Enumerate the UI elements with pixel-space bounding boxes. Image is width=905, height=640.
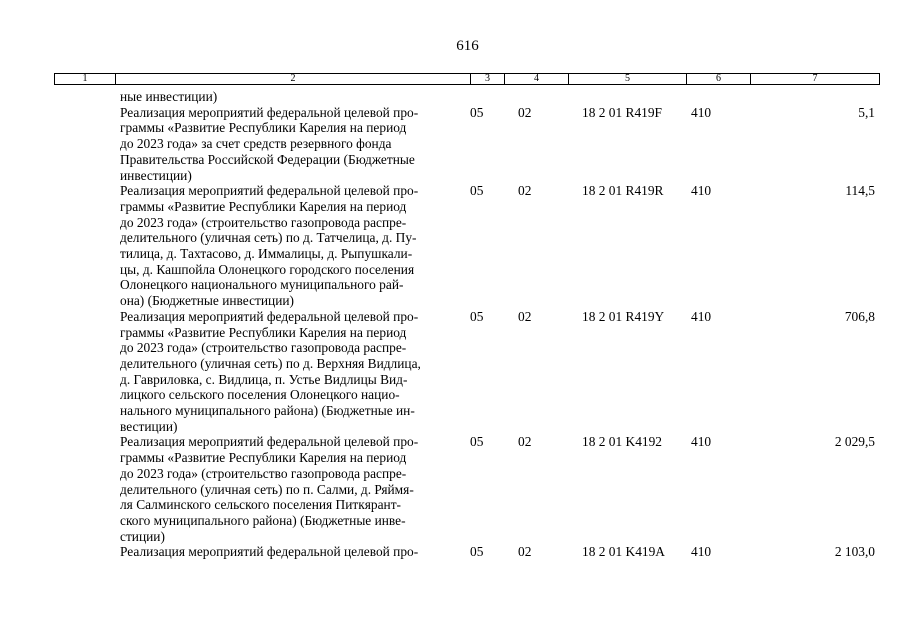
header-col-6: 6 [687,74,751,84]
cell-c4: 02 [518,434,532,450]
cell-c4: 02 [518,183,532,199]
cell-c6: 410 [691,544,712,560]
cell-c6: 410 [691,104,712,120]
description-line: Правительства Российской Федерации (Бюджетные [120,151,415,167]
description-line: Олонецкого национального муниципального рай- [120,277,404,293]
description-line: Реализация мероприятий федеральной целевой про- [120,434,419,450]
row-description [120,105,466,184]
cell-c3: 05 [470,544,484,560]
cell-c3: 05 [470,434,484,450]
table-row [0,309,905,435]
cell-c5: 18 2 01 K4192 [582,434,662,450]
description-line: до 2023 года» (строительство газопровода распре- [120,214,407,230]
cell-c4: 02 [518,104,532,120]
description-line: до 2023 года» (строительство газопровода распре- [120,340,407,356]
description-line: вестиции) [120,418,178,434]
page-number: 616 [456,38,479,54]
cell-c7: 5,1 [858,104,875,120]
cell-c4: 02 [518,544,532,560]
description-line: до 2023 года» за счет средств резервного фонда [120,136,392,152]
table-header-row [54,73,880,85]
description-line: Реализация мероприятий федеральной целевой про- [120,308,419,324]
description-line: лицкого сельского поселения Олонецкого нацио- [120,387,400,403]
description-line: делительного (уличная сеть) по п. Салми, д. Ряймя- [120,481,414,497]
cell-c7: 2 029,5 [834,434,875,450]
cell-c6: 410 [691,308,712,324]
cell-c5: 18 2 01 K419A [582,544,665,560]
cell-c5: 18 2 01 R419Y [582,308,665,324]
header-col-5: 5 [569,74,687,84]
row-description [120,544,466,560]
table-row [0,105,905,184]
cell-c7: 2 103,0 [834,544,875,560]
cell-c6: 410 [691,434,712,450]
description-line: Реализация мероприятий федеральной целевой про- [120,183,419,199]
description-line: ского муниципального района) (Бюджетные инве- [120,512,406,528]
description-line: до 2023 года» (строительство газопровода распре- [120,465,407,481]
description-line: цы, д. Кашпойла Олонецкого городского поселения [120,261,415,277]
row-description [120,183,466,309]
cell-c7: 114,5 [845,183,875,199]
description-line: нального муниципального района) (Бюджетные ин- [120,403,415,419]
description-line: тилица, д. Тахтасово, д. Иммалицы, д. Рыпушкали- [120,246,413,262]
cell-c5: 18 2 01 R419F [582,104,662,120]
description-line: стиции) [120,528,165,544]
table-body [0,89,905,560]
description-line: инвестиции) [120,167,192,183]
cell-c3: 05 [470,308,484,324]
cell-c5: 18 2 01 R419R [582,183,664,199]
table-row [0,544,905,560]
description-line: она) (Бюджетные инвестиции) [120,293,294,309]
header-col-4: 4 [505,74,569,84]
description-line: ля Салминского сельского поселения Питкярант- [120,497,402,513]
cell-c6: 410 [691,183,712,199]
description-line: Реализация мероприятий федеральной целевой про- [120,544,419,560]
header-col-3: 3 [471,74,505,84]
table-rows [0,105,905,560]
description-line: граммы «Развитие Республики Карелия на период [120,198,407,214]
description-line: д. Гавриловка, с. Видлица, п. Устье Видлицы Вид- [120,371,408,387]
description-line: делительного (уличная сеть) по д. Татчелица, д. Пу- [120,230,417,246]
table-row [0,183,905,309]
row-description [120,309,466,435]
row-description [120,434,466,544]
description-line: граммы «Развитие Республики Карелия на период [120,324,407,340]
description-line: делительного (уличная сеть) по д. Верхняя Видлица, [120,355,421,371]
table-row [0,434,905,544]
cell-c3: 05 [470,104,484,120]
continuation-row [0,89,905,105]
cell-c4: 02 [518,308,532,324]
cell-c3: 05 [470,183,484,199]
continuation-text: ные инвестиции) [120,89,218,104]
header-col-1: 1 [55,74,116,84]
header-col-7: 7 [812,73,818,84]
description-line: Реализация мероприятий федеральной целевой про- [120,104,419,120]
description-line: граммы «Развитие Республики Карелия на период [120,450,407,466]
description-line: граммы «Развитие Республики Карелия на период [120,120,407,136]
cell-c7: 706,8 [844,308,875,324]
header-col-2: 2 [116,74,471,84]
